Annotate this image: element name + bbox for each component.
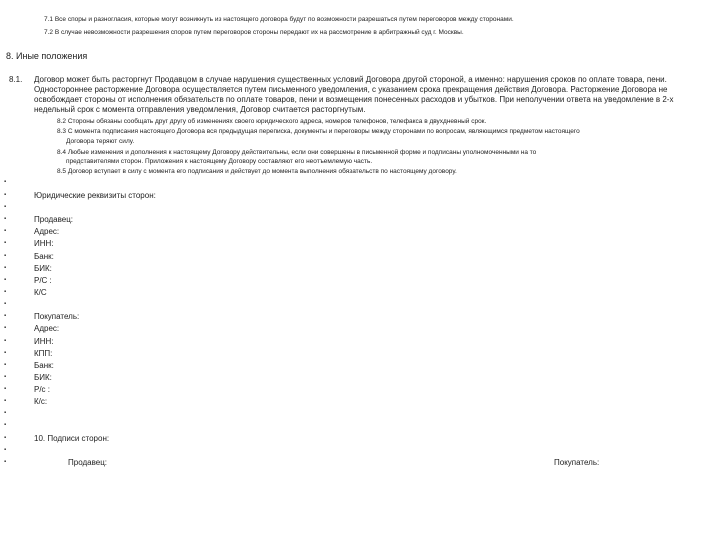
seller-bank-field: Банк:: [34, 252, 54, 261]
list-bullet: [4, 216, 6, 222]
buyer-bik-field: БИК:: [34, 373, 52, 382]
clause-8-3-line2: Договора теряют силу.: [66, 138, 135, 145]
list-bullet: [4, 289, 6, 295]
buyer-ks-field: К/с:: [34, 397, 48, 406]
section-8-heading: 8. Иные положения: [6, 51, 88, 61]
list-bullet: [4, 422, 6, 428]
list-bullet: [4, 374, 6, 380]
clause-8-1-text: Договор может быть расторгнут Продавцом в случае нарушения существенных условий Договора другой стороной, а именно: нарушения сроков по оплате товара, пени. Одностороннее расторжение Договора осуществляется путем письменного уведомления, с указанием срока прекращения действия Договора. Расторжение Договора не освобождает стороны от исполнения обязательств по оплате товаров, пени и возмещения понесенных расходов и убытков. При неполучении ответа на уведомление в 2-х недельный срок с момента отправления уведомления, Договор считается расторгнутым.: [34, 75, 674, 114]
seller-ks-field: К/С: [34, 288, 47, 297]
list-bullet: [4, 398, 6, 404]
seller-address-field: Адрес:: [34, 227, 60, 236]
clause-8-3-line1: 8.3 С момента подписания настоящего Договора вся предыдущая переписка, документы и переговоры между сторонами по вопросам, являющимся предметом настоящего: [57, 128, 580, 135]
clause-8-4-line2: представителями сторон. Приложения к настоящему Договору составляют его неотъемлемую часть.: [66, 158, 373, 165]
requisites-heading: Юридические реквизиты сторон:: [34, 191, 156, 200]
list-bullet: [4, 338, 6, 344]
clause-8-5: 8.5 Договор вступает в силу с момента его подписания и действует до момента выполнения обязательств по настоящему договору.: [57, 168, 457, 175]
list-bullet: [4, 204, 6, 210]
seller-inn-field: ИНН:: [34, 239, 54, 248]
clause-7-1: 7.1 Все споры и разногласия, которые могут возникнуть из настоящего договора будут по возможности разрешаться путем переговоров между сторонами.: [44, 16, 514, 23]
seller-bik-field: БИК:: [34, 264, 52, 273]
list-bullet: [4, 410, 6, 416]
buyer-kpp-field: КПП:: [34, 349, 53, 358]
list-bullet: [4, 325, 6, 331]
list-bullet: [4, 435, 6, 441]
clause-8-4-line1: 8.4 Любые изменения и дополнения к настоящему Договору действительны, если они совершены в письменной форме и подписаны уполномоченными на то: [57, 149, 537, 156]
list-bullet: [4, 179, 6, 185]
seller-rs-field: Р/С :: [34, 276, 52, 285]
list-bullet: [4, 240, 6, 246]
clause-7-2: 7.2 В случае невозможности разрешения споров путем переговоров стороны передают их на рассмотрение в арбитражный суд г. Москвы.: [44, 29, 464, 36]
list-bullet: [4, 459, 6, 465]
buyer-bank-field: Банк:: [34, 361, 54, 370]
signature-seller-label: Продавец:: [68, 458, 108, 467]
list-bullet: [4, 313, 6, 319]
list-bullet: [4, 301, 6, 307]
clause-8-1-number: 8.1.: [9, 75, 23, 84]
list-bullet: [4, 386, 6, 392]
buyer-title: Покупатель:: [34, 312, 80, 321]
clause-8-2: 8.2 Стороны обязаны сообщать друг другу об изменениях своего юридического адреса, номеров телефонов, телефакса в двухдневный срок.: [57, 118, 487, 125]
buyer-rs-field: Р/с :: [34, 385, 51, 394]
list-bullet: [4, 277, 6, 283]
list-bullet: [4, 362, 6, 368]
list-bullet: [4, 192, 6, 198]
list-bullet: [4, 253, 6, 259]
list-bullet: [4, 350, 6, 356]
seller-title: Продавец:: [34, 215, 74, 224]
buyer-address-field: Адрес:: [34, 324, 60, 333]
signatures-heading: 10. Подписи сторон:: [34, 434, 110, 443]
signature-buyer-label: Покупатель:: [554, 458, 600, 467]
buyer-inn-field: ИНН:: [34, 337, 54, 346]
list-bullet: [4, 228, 6, 234]
list-bullet: [4, 447, 6, 453]
list-bullet: [4, 265, 6, 271]
